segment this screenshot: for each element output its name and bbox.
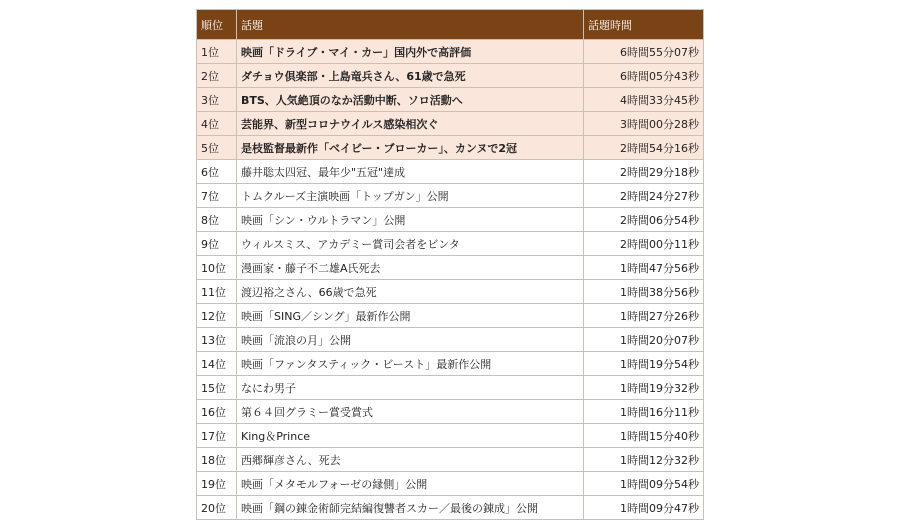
time-cell: 2時間24分27秒 (584, 184, 704, 208)
time-cell: 1時間38分56秒 (584, 280, 704, 304)
rank-cell: 2位 (197, 64, 237, 88)
rank-cell: 5位 (197, 136, 237, 160)
topic-cell: 映画「メタモルフォーゼの縁側」公開 (237, 472, 584, 496)
table-row (197, 160, 704, 184)
rank-cell: 1位 (197, 40, 237, 64)
topic-cell: トムクルーズ主演映画「トップガン」公開 (237, 184, 584, 208)
topic-cell: 是枝監督最新作「ベイビー・ブローカー」、カンヌで2冠 (237, 136, 584, 160)
time-cell: 1時間15分40秒 (584, 424, 704, 448)
topic-cell: 映画「シン・ウルトラマン」公開 (237, 208, 584, 232)
topic-cell: 映画「ドライブ・マイ・カー」国内外で高評価 (237, 40, 584, 64)
topic-cell: BTS、人気絶頂のなか活動中断、ソロ活動へ (237, 88, 584, 112)
table-row (197, 424, 704, 448)
table-row (197, 352, 704, 376)
rank-cell: 15位 (197, 376, 237, 400)
header-time: 話題時間 (584, 10, 704, 40)
topic-cell: 映画「流浪の月」公開 (237, 328, 584, 352)
topic-cell: ウィルスミス、アカデミー賞司会者をビンタ (237, 232, 584, 256)
table-row (197, 328, 704, 352)
topic-cell: 第６４回グラミー賞受賞式 (237, 400, 584, 424)
time-cell: 1時間27分26秒 (584, 304, 704, 328)
topic-cell: King＆Prince (237, 424, 584, 448)
table-row (197, 400, 704, 424)
table-row (197, 136, 704, 160)
rank-cell: 17位 (197, 424, 237, 448)
table-row (197, 88, 704, 112)
time-cell: 1時間19分54秒 (584, 352, 704, 376)
rank-cell: 12位 (197, 304, 237, 328)
table-row (197, 280, 704, 304)
table-row (197, 40, 704, 64)
topic-cell: 藤井聡太四冠、最年少"五冠"達成 (237, 160, 584, 184)
header-rank: 順位 (197, 10, 237, 40)
time-cell: 1時間09分54秒 (584, 472, 704, 496)
table-row (197, 472, 704, 496)
rank-cell: 13位 (197, 328, 237, 352)
table-row (197, 376, 704, 400)
time-cell: 1時間16分11秒 (584, 400, 704, 424)
rank-cell: 11位 (197, 280, 237, 304)
table-row (197, 448, 704, 472)
ranking-table-container (196, 9, 704, 520)
time-cell: 1時間12分32秒 (584, 448, 704, 472)
topic-cell: 西郷輝彦さん、死去 (237, 448, 584, 472)
header-topic: 話題 (237, 10, 584, 40)
time-cell: 2時間54分16秒 (584, 136, 704, 160)
time-cell: 1時間09分47秒 (584, 496, 704, 520)
time-cell: 1時間19分32秒 (584, 376, 704, 400)
time-cell: 6時間55分07秒 (584, 40, 704, 64)
table-row (197, 208, 704, 232)
time-cell: 6時間05分43秒 (584, 64, 704, 88)
rank-cell: 9位 (197, 232, 237, 256)
rank-cell: 18位 (197, 448, 237, 472)
table-row (197, 256, 704, 280)
time-cell: 3時間00分28秒 (584, 112, 704, 136)
time-cell: 4時間33分45秒 (584, 88, 704, 112)
rank-cell: 14位 (197, 352, 237, 376)
topic-cell: 漫画家・藤子不二雄A氏死去 (237, 256, 584, 280)
rank-cell: 6位 (197, 160, 237, 184)
time-cell: 1時間20分07秒 (584, 328, 704, 352)
topic-cell: 映画「ファンタスティック・ビースト」最新作公開 (237, 352, 584, 376)
table-row (197, 112, 704, 136)
rank-cell: 16位 (197, 400, 237, 424)
rank-cell: 4位 (197, 112, 237, 136)
table-row (197, 232, 704, 256)
topic-cell: 映画「SING／シング」最新作公開 (237, 304, 584, 328)
topic-cell: 芸能界、新型コロナウイルス感染相次ぐ (237, 112, 584, 136)
table-header-row (197, 10, 704, 40)
time-cell: 2時間29分18秒 (584, 160, 704, 184)
ranking-table (196, 9, 704, 520)
table-row (197, 184, 704, 208)
topic-cell: 渡辺裕之さん、66歳で急死 (237, 280, 584, 304)
rank-cell: 19位 (197, 472, 237, 496)
topic-cell: 映画「鋼の錬金術師完結編復讐者スカー／最後の錬成」公開 (237, 496, 584, 520)
rank-cell: 10位 (197, 256, 237, 280)
rank-cell: 8位 (197, 208, 237, 232)
table-row (197, 304, 704, 328)
topic-cell: なにわ男子 (237, 376, 584, 400)
time-cell: 1時間47分56秒 (584, 256, 704, 280)
time-cell: 2時間06分54秒 (584, 208, 704, 232)
table-row (197, 496, 704, 520)
rank-cell: 7位 (197, 184, 237, 208)
rank-cell: 20位 (197, 496, 237, 520)
ranking-table-body (197, 40, 704, 520)
rank-cell: 3位 (197, 88, 237, 112)
time-cell: 2時間00分11秒 (584, 232, 704, 256)
topic-cell: ダチョウ倶楽部・上島竜兵さん、61歳で急死 (237, 64, 584, 88)
table-row (197, 64, 704, 88)
